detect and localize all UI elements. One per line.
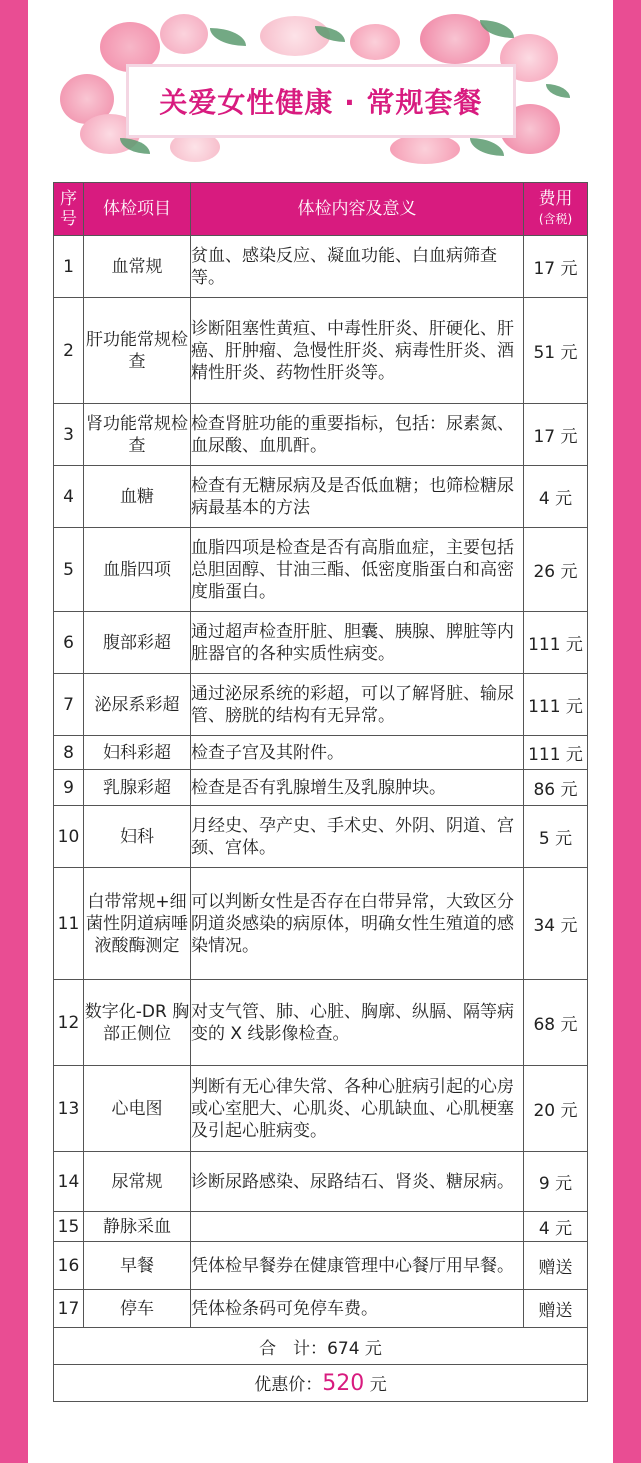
- row-number: 11: [54, 868, 84, 980]
- discount-price: 520: [322, 1371, 365, 1396]
- row-description: 检查子宫及其附件。: [191, 736, 524, 770]
- row-item: 血常规: [84, 236, 191, 298]
- row-number: 5: [54, 528, 84, 612]
- row-description: 对支气管、肺、心脏、胸廓、纵膈、隔等病变的 X 线影像检查。: [191, 980, 524, 1066]
- row-number: 4: [54, 466, 84, 528]
- row-description: 检查是否有乳腺增生及乳腺肿块。: [191, 770, 524, 806]
- table-row: [54, 806, 588, 868]
- total-value: 674 元: [327, 1338, 382, 1359]
- row-description: 可以判断女性是否存在白带异常，大致区分阴道炎感染的病原体，明确女性生殖道的感染情况。: [191, 868, 524, 980]
- row-description: 检查肾脏功能的重要指标，包括：尿素氮、血尿酸、血肌酐。: [191, 404, 524, 466]
- row-description: 月经史、孕产史、手术史、外阴、阴道、宫颈、宫体。: [191, 806, 524, 868]
- row-number: 3: [54, 404, 84, 466]
- row-item: 妇科彩超: [84, 736, 191, 770]
- row-description: 检查有无糖尿病及是否低血糖；也筛检糖尿病最基本的方法: [191, 466, 524, 528]
- row-item: 血脂四项: [84, 528, 191, 612]
- row-fee: 26 元: [524, 528, 588, 612]
- row-item: 肾功能常规检查: [84, 404, 191, 466]
- row-number: 14: [54, 1152, 84, 1212]
- table-header-row: [54, 183, 588, 236]
- row-fee: 51 元: [524, 298, 588, 404]
- row-number: 7: [54, 674, 84, 736]
- table-row: [54, 1242, 588, 1290]
- row-fee: 9 元: [524, 1152, 588, 1212]
- table-row: [54, 528, 588, 612]
- row-number: 9: [54, 770, 84, 806]
- row-description: 诊断尿路感染、尿路结石、肾炎、糖尿病。: [191, 1152, 524, 1212]
- page-title: 关爱女性健康 · 常规套餐: [159, 86, 483, 119]
- table-row: [54, 674, 588, 736]
- row-description: 贫血、感染反应、凝血功能、白血病筛查等。: [191, 236, 524, 298]
- title-box: [126, 64, 516, 138]
- row-description: 通过超声检查肝脏、胆囊、胰腺、脾脏等内脏器官的各种实质性病变。: [191, 612, 524, 674]
- row-fee: 111 元: [524, 736, 588, 770]
- row-item: 停车: [84, 1290, 191, 1328]
- header-fee: [524, 183, 588, 236]
- table-row: [54, 770, 588, 806]
- total-row: [54, 1328, 588, 1365]
- table-row: [54, 1290, 588, 1328]
- discount-unit: 元: [364, 1375, 387, 1395]
- row-fee: 赠送: [524, 1290, 588, 1328]
- row-fee: 86 元: [524, 770, 588, 806]
- row-number: 13: [54, 1066, 84, 1152]
- row-description: [191, 1212, 524, 1242]
- discount-label: 优惠价：: [254, 1375, 323, 1395]
- table-row: [54, 1212, 588, 1242]
- row-fee: 17 元: [524, 236, 588, 298]
- row-number: 12: [54, 980, 84, 1066]
- table-row: [54, 1066, 588, 1152]
- row-item: 乳腺彩超: [84, 770, 191, 806]
- table-row: [54, 868, 588, 980]
- row-number: 17: [54, 1290, 84, 1328]
- row-description: 血脂四项是检查是否有高脂血症，主要包括总胆固醇、甘油三酯、低密度脂蛋白和高密度脂蛋白。: [191, 528, 524, 612]
- table-row: [54, 236, 588, 298]
- header-item: 体检项目: [84, 183, 191, 236]
- row-item: 早餐: [84, 1242, 191, 1290]
- row-fee: 17 元: [524, 404, 588, 466]
- row-item: 泌尿系彩超: [84, 674, 191, 736]
- row-number: 10: [54, 806, 84, 868]
- header-fee-sub: (含税): [538, 212, 573, 226]
- row-description: 诊断阻塞性黄疸、中毒性肝炎、肝硬化、肝癌、肝肿瘤、急慢性肝炎、病毒性肝炎、酒精性肝炎、药物性肝炎等。: [191, 298, 524, 404]
- table-row: [54, 1152, 588, 1212]
- row-fee: 赠送: [524, 1242, 588, 1290]
- row-description: 凭体检早餐券在健康管理中心餐厅用早餐。: [191, 1242, 524, 1290]
- row-fee: 20 元: [524, 1066, 588, 1152]
- row-number: 2: [54, 298, 84, 404]
- row-fee: 111 元: [524, 612, 588, 674]
- table-row: [54, 466, 588, 528]
- row-item: 白带常规+细菌性阴道病唾液酸酶测定: [84, 868, 191, 980]
- row-fee: 4 元: [524, 466, 588, 528]
- row-number: 16: [54, 1242, 84, 1290]
- row-item: 腹部彩超: [84, 612, 191, 674]
- row-number: 6: [54, 612, 84, 674]
- row-fee: 5 元: [524, 806, 588, 868]
- row-number: 1: [54, 236, 84, 298]
- header-desc: 体检内容及意义: [191, 183, 524, 236]
- table-row: [54, 612, 588, 674]
- row-description: 凭体检条码可免停车费。: [191, 1290, 524, 1328]
- row-fee: 68 元: [524, 980, 588, 1066]
- table-row: [54, 736, 588, 770]
- table-row: [54, 298, 588, 404]
- row-fee: 4 元: [524, 1212, 588, 1242]
- header-no: 序号: [54, 183, 84, 236]
- discount-row: [54, 1365, 588, 1402]
- row-description: 通过泌尿系统的彩超，可以了解肾脏、输尿管、膀胱的结构有无异常。: [191, 674, 524, 736]
- table-row: [54, 404, 588, 466]
- checkup-table: [53, 182, 588, 1402]
- total-label: 合 计：: [259, 1338, 328, 1359]
- header-fee-label: 费用: [538, 189, 573, 209]
- row-item: 心电图: [84, 1066, 191, 1152]
- row-item: 妇科: [84, 806, 191, 868]
- row-description: 判断有无心律失常、各种心脏病引起的心房或心室肥大、心肌炎、心肌缺血、心肌梗塞及引起心脏病变。: [191, 1066, 524, 1152]
- row-item: 数字化-DR 胸部正侧位: [84, 980, 191, 1066]
- row-fee: 111 元: [524, 674, 588, 736]
- row-number: 15: [54, 1212, 84, 1242]
- row-item: 静脉采血: [84, 1212, 191, 1242]
- row-item: 血糖: [84, 466, 191, 528]
- row-item: 肝功能常规检查: [84, 298, 191, 404]
- row-fee: 34 元: [524, 868, 588, 980]
- row-item: 尿常规: [84, 1152, 191, 1212]
- table-row: [54, 980, 588, 1066]
- row-number: 8: [54, 736, 84, 770]
